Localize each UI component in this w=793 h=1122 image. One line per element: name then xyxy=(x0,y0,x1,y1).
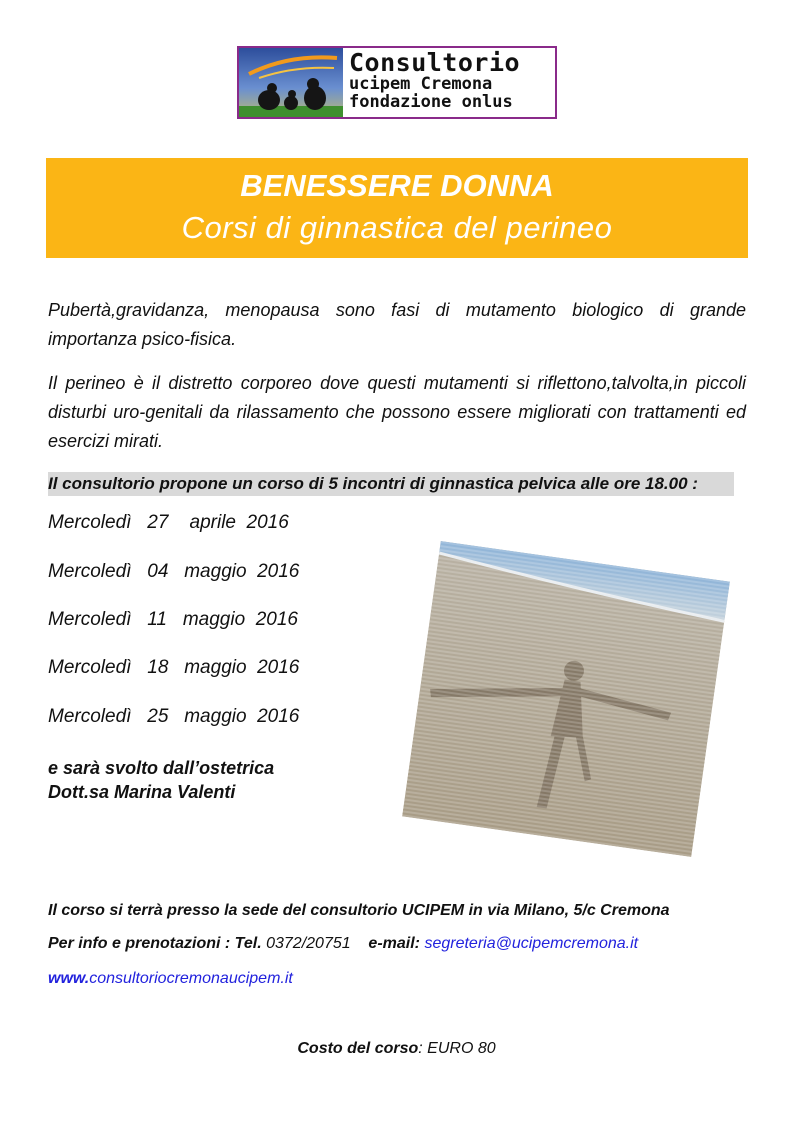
shadow-figure-image xyxy=(402,541,730,857)
cost-value: : EURO 80 xyxy=(418,1040,496,1057)
course-cost xyxy=(0,1040,793,1058)
course-date: Mercoledì 25 maggio 2016 xyxy=(48,706,300,727)
cost-label: Costo del corso xyxy=(297,1040,419,1057)
course-proposal-highlight: Il consultorio propone un corso di 5 incontri di ginnastica pelvica alle ore 18.00 : xyxy=(48,472,734,496)
website-prefix[interactable]: www. xyxy=(48,970,90,987)
title-banner xyxy=(46,158,748,258)
course-date: Mercoledì 18 maggio 2016 xyxy=(48,657,300,678)
logo-image xyxy=(239,48,343,117)
obstetrician-name: Dott.sa Marina Valenti xyxy=(48,782,236,802)
intro-paragraph: Pubertà,gravidanza, menopausa sono fasi di mutamento biologico di grande importanza psico-fisica. xyxy=(48,300,746,349)
course-date: Mercoledì 04 maggio 2016 xyxy=(48,561,300,582)
logo-line-3: fondazione onlus xyxy=(349,92,513,112)
website-info xyxy=(48,970,293,988)
contact-info xyxy=(48,935,638,953)
email-label: e-mail: xyxy=(368,935,420,952)
course-date: Mercoledì 27 aprile 2016 xyxy=(48,512,289,533)
perineum-paragraph: Il perineo è il distretto corporeo dove questi mutamenti si riflettono,talvolta,in piccoli disturbi uro-genitali da rilassamento che possono essere migliorati con trattamenti ed esercizi mirati. xyxy=(48,373,746,451)
logo-line-1: Consultorio xyxy=(349,48,521,77)
logo-text xyxy=(343,48,555,117)
banner-subtitle: Corsi di ginnastica del perineo xyxy=(181,210,613,245)
logo-line-2: ucipem Cremona xyxy=(349,74,493,94)
family-silhouette-icon xyxy=(239,48,343,117)
banner-title: BENESSERE DONNA xyxy=(240,168,554,203)
beach-shadow-photo xyxy=(402,541,730,857)
obstetrician-line-1: e sarà svolto dall’ostetrica xyxy=(48,758,275,778)
obstetrician-info xyxy=(48,756,274,804)
website-link[interactable]: consultoriocremonaucipem.it xyxy=(89,970,293,987)
consultorio-logo xyxy=(237,46,557,119)
contact-label: Per info e prenotazioni : Tel. xyxy=(48,935,262,952)
phone-number[interactable]: 0372/20751 xyxy=(261,935,351,952)
location-info: Il corso si terrà presso la sede del consultorio UCIPEM in via Milano, 5/c Cremona xyxy=(48,902,670,919)
course-date: Mercoledì 11 maggio 2016 xyxy=(48,609,298,630)
email-link[interactable]: segreteria@ucipemcremona.it xyxy=(420,935,639,952)
